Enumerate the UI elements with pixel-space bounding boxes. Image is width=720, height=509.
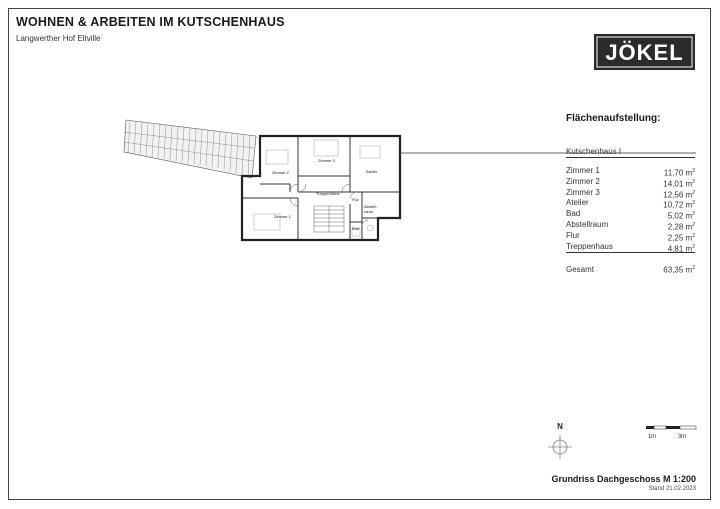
area-name: Zimmer 2 xyxy=(566,176,600,186)
north-label: N xyxy=(557,422,563,431)
area-row xyxy=(566,166,695,177)
area-value: 4,81 $m^2$ xyxy=(667,243,695,254)
room-label-atelier: Atelier xyxy=(366,169,378,174)
area-value: 14,01 $m^2$ xyxy=(663,178,695,189)
area-name: Treppenhaus xyxy=(566,241,613,251)
room-label-treppenhaus: Treppenhaus xyxy=(316,191,340,196)
floor-plan xyxy=(122,118,412,250)
area-value: 10,72 $m^2$ xyxy=(663,200,695,211)
area-name: Flur xyxy=(566,230,580,240)
room-label-bad: Bad xyxy=(352,226,360,231)
scale-label-3m: 3m xyxy=(677,434,687,440)
room-label-abstellraum-1: Abstell- xyxy=(364,204,378,209)
outer-walls xyxy=(242,136,400,240)
area-name: Zimmer 1 xyxy=(566,166,600,175)
area-row xyxy=(566,242,695,254)
room-label-flur: Flur xyxy=(352,197,359,202)
area-list xyxy=(566,166,695,253)
area-row xyxy=(566,231,695,242)
area-total-name: Gesamt xyxy=(566,265,595,274)
drawing-date: Stand 21.02.2023 xyxy=(648,486,696,492)
drawing-title: Grundriss Dachgeschoss M 1:200 xyxy=(551,474,696,484)
north-arrow-icon xyxy=(548,421,572,461)
area-row xyxy=(566,198,695,209)
area-name: Abstellraum xyxy=(566,219,609,229)
scale-bar xyxy=(638,424,698,444)
drawing-frame xyxy=(8,8,711,500)
area-row xyxy=(566,209,695,220)
area-name: Zimmer 3 xyxy=(566,187,600,197)
page-subtitle: Langwerther Hof Eltville xyxy=(16,34,101,43)
area-name: Atelier xyxy=(566,198,589,208)
leader-line xyxy=(400,150,700,156)
staircase xyxy=(314,206,344,232)
room-label-zimmer3: Zimmer 3 xyxy=(318,158,335,163)
area-name: Bad xyxy=(566,209,581,219)
area-value: 12,56 $m^2$ xyxy=(663,189,695,200)
area-heading: Flächenaufstellung: xyxy=(566,113,661,124)
room-label-zimmer1: Zimmer 1 xyxy=(274,214,291,219)
scale-label-1m: 1m xyxy=(647,434,657,440)
area-value: 2,28 $m^2$ xyxy=(667,221,695,232)
jokel-logo xyxy=(594,34,695,70)
area-total-value: 63,35 $m^2$ xyxy=(663,265,695,275)
area-section-title: Kutschenhaus I xyxy=(566,147,695,158)
page-title: WOHNEN & ARBEITEN IM KUTSCHENHAUS xyxy=(16,15,285,29)
area-value: 2,25 $m^2$ xyxy=(667,232,695,243)
logo-text: JÖKEL xyxy=(605,40,684,65)
area-row xyxy=(566,220,695,231)
interior-walls xyxy=(242,136,400,240)
area-row xyxy=(566,177,695,188)
area-total-row xyxy=(566,265,695,275)
area-value: 11,70 $m^2$ xyxy=(663,168,695,178)
roof-hatch xyxy=(124,120,256,178)
room-label-zimmer2: Zimmer 2 xyxy=(272,170,289,175)
room-label-abstellraum-2: raum xyxy=(364,209,374,214)
area-row xyxy=(566,188,695,199)
area-value: 5,02 $m^2$ xyxy=(667,211,695,221)
